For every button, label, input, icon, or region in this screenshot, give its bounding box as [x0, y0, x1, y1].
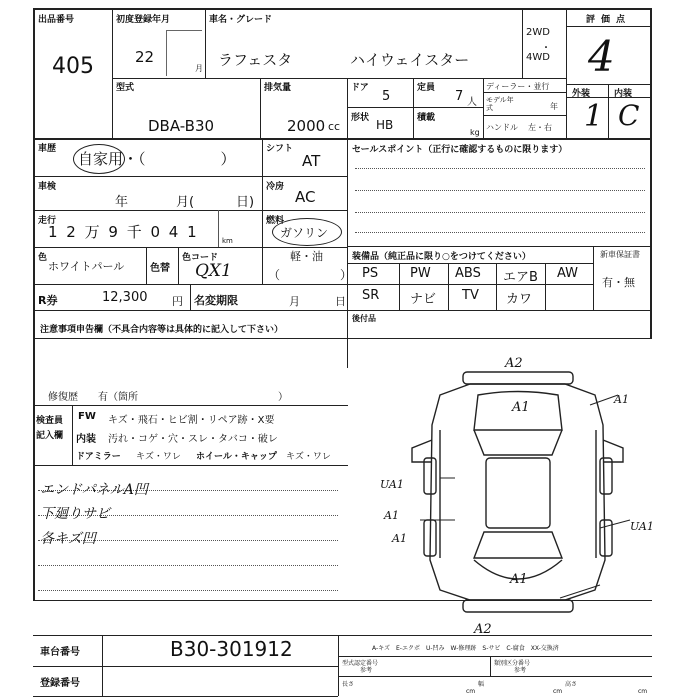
displacement-value: 2000 [287, 117, 326, 135]
damage-legend: A-キズ E-エクボ U-凹み W-修理跡 S-サビ C-腐食 XX-交換済 [372, 645, 559, 652]
sales-point-label: セールスポイント（正行に確認するものに限ります） [352, 145, 568, 155]
ac-value: AC [295, 188, 316, 206]
chassis-number: B30-301912 [170, 637, 293, 661]
wheel-cap-label: ホイール・キャップ [196, 452, 277, 462]
note-line-3: 各キズ凹 [40, 531, 96, 547]
fuel-value: ガソリン [280, 226, 329, 240]
color-code-label: 色コード [182, 253, 219, 263]
fw-items: キズ・飛石・ヒビ割・リペア跡・X要 [108, 415, 275, 426]
equip-aw: AW [557, 266, 579, 281]
interior-grade: C [618, 99, 640, 132]
shift-value: AT [302, 152, 321, 170]
rating-score: 4 [588, 32, 615, 81]
dealer-label: ディーラー・並行 [486, 82, 550, 91]
shape-value: HB [376, 118, 394, 132]
exterior-grade: 1 [584, 99, 604, 134]
shift-label: シフト [266, 144, 294, 154]
first-reg-month: 月 [195, 64, 203, 73]
drive-4wd: 4WD [526, 52, 550, 63]
shape-label: 形状 [351, 113, 370, 123]
registration-label: 登録番号 [40, 678, 80, 689]
equip-leather: カワ [506, 292, 533, 307]
equip-pw: PW [410, 266, 431, 281]
equip-airbag: エアB [503, 270, 538, 285]
first-reg-label: 初度登録年月 [116, 15, 171, 25]
door-mirror-label: ドアミラー [76, 452, 121, 462]
warranty-value: 有・無 [602, 276, 635, 289]
mileage-label: 走行 [38, 216, 57, 226]
capacity-value: 7 [455, 89, 464, 104]
note-line-1: エンドパネルA凹 [40, 482, 148, 498]
car-name-label: 車名・グレード [209, 15, 273, 25]
mark-left-rear-door: A1 [384, 509, 399, 522]
vehicle-type-label: 車歴 [38, 144, 57, 154]
repair-history: 修復歴 有（箇所 ） [48, 392, 288, 403]
color-label: 色 [38, 253, 48, 263]
recycle-value: 12,300 [102, 290, 148, 305]
mark-right-front: A1 [614, 393, 629, 406]
equip-ps: PS [362, 266, 379, 281]
drive-2wd: 2WD [526, 27, 550, 38]
equip-navi: ナビ [410, 292, 437, 307]
interior-check-label: 内装 [76, 434, 96, 445]
lot-number: 405 [52, 54, 94, 79]
first-reg-year: 22 [135, 48, 155, 66]
rating-label: 評価点 [586, 15, 632, 25]
mark-left-side: A1 [392, 532, 407, 545]
recycle-label: R券 [38, 294, 58, 307]
model-code: DBA-B30 [148, 117, 215, 135]
equip-sr: SR [362, 288, 380, 303]
color-value: ホワイトパール [48, 260, 125, 273]
model-label: 型式 [116, 83, 135, 93]
inspection-label: 車検 [38, 182, 57, 192]
mark-right-rear: UA1 [630, 520, 654, 533]
note-line-2: 下廻りサビ [40, 506, 110, 522]
ac-label: 冷房 [266, 182, 285, 192]
color-code-value: QX1 [195, 261, 232, 281]
equip-abs: ABS [455, 266, 481, 281]
mark-hood: A1 [512, 400, 530, 415]
mark-rear-bumper: A2 [474, 622, 492, 637]
mark-rear: A1 [510, 572, 528, 587]
car-name: ラフェスタ [218, 51, 293, 69]
expiry-label: 名変期限 [194, 294, 238, 307]
exterior-label: 外装 [572, 89, 591, 99]
mark-front-bumper: A2 [505, 356, 523, 371]
doors-label: ドア [351, 83, 369, 93]
capacity-label: 定員 [417, 83, 436, 93]
mileage-value: 1 2 万 9 千 0 4 1 [48, 223, 199, 241]
interior-items: 汚れ・コゲ・穴・スレ・タバコ・破レ [108, 434, 278, 445]
lot-label: 出品番号 [38, 15, 75, 25]
after-parts-label: 後付品 [352, 314, 376, 323]
mark-left-front-door: UA1 [380, 478, 404, 491]
fw-label: FW [78, 411, 96, 422]
doors-value: 5 [382, 89, 391, 104]
fuel-label: 燃料 [266, 216, 285, 226]
load-label: 積載 [417, 113, 436, 123]
displacement-label: 排気量 [264, 83, 292, 93]
equip-tv: TV [462, 288, 479, 303]
car-grade: ハイウェイスター [350, 51, 470, 69]
warranty-label: 新車保証書 [600, 250, 640, 259]
vehicle-type-value: 自家用・（ ） [78, 150, 236, 168]
chassis-label: 車台番号 [40, 647, 80, 658]
notes-label: 注意事項申告欄（不具合内容等は具体的に記入して下さい） [40, 325, 284, 335]
equipment-label: 装備品（純正品に限り○をつけてください） [352, 252, 531, 262]
interior-label: 内装 [614, 89, 633, 99]
